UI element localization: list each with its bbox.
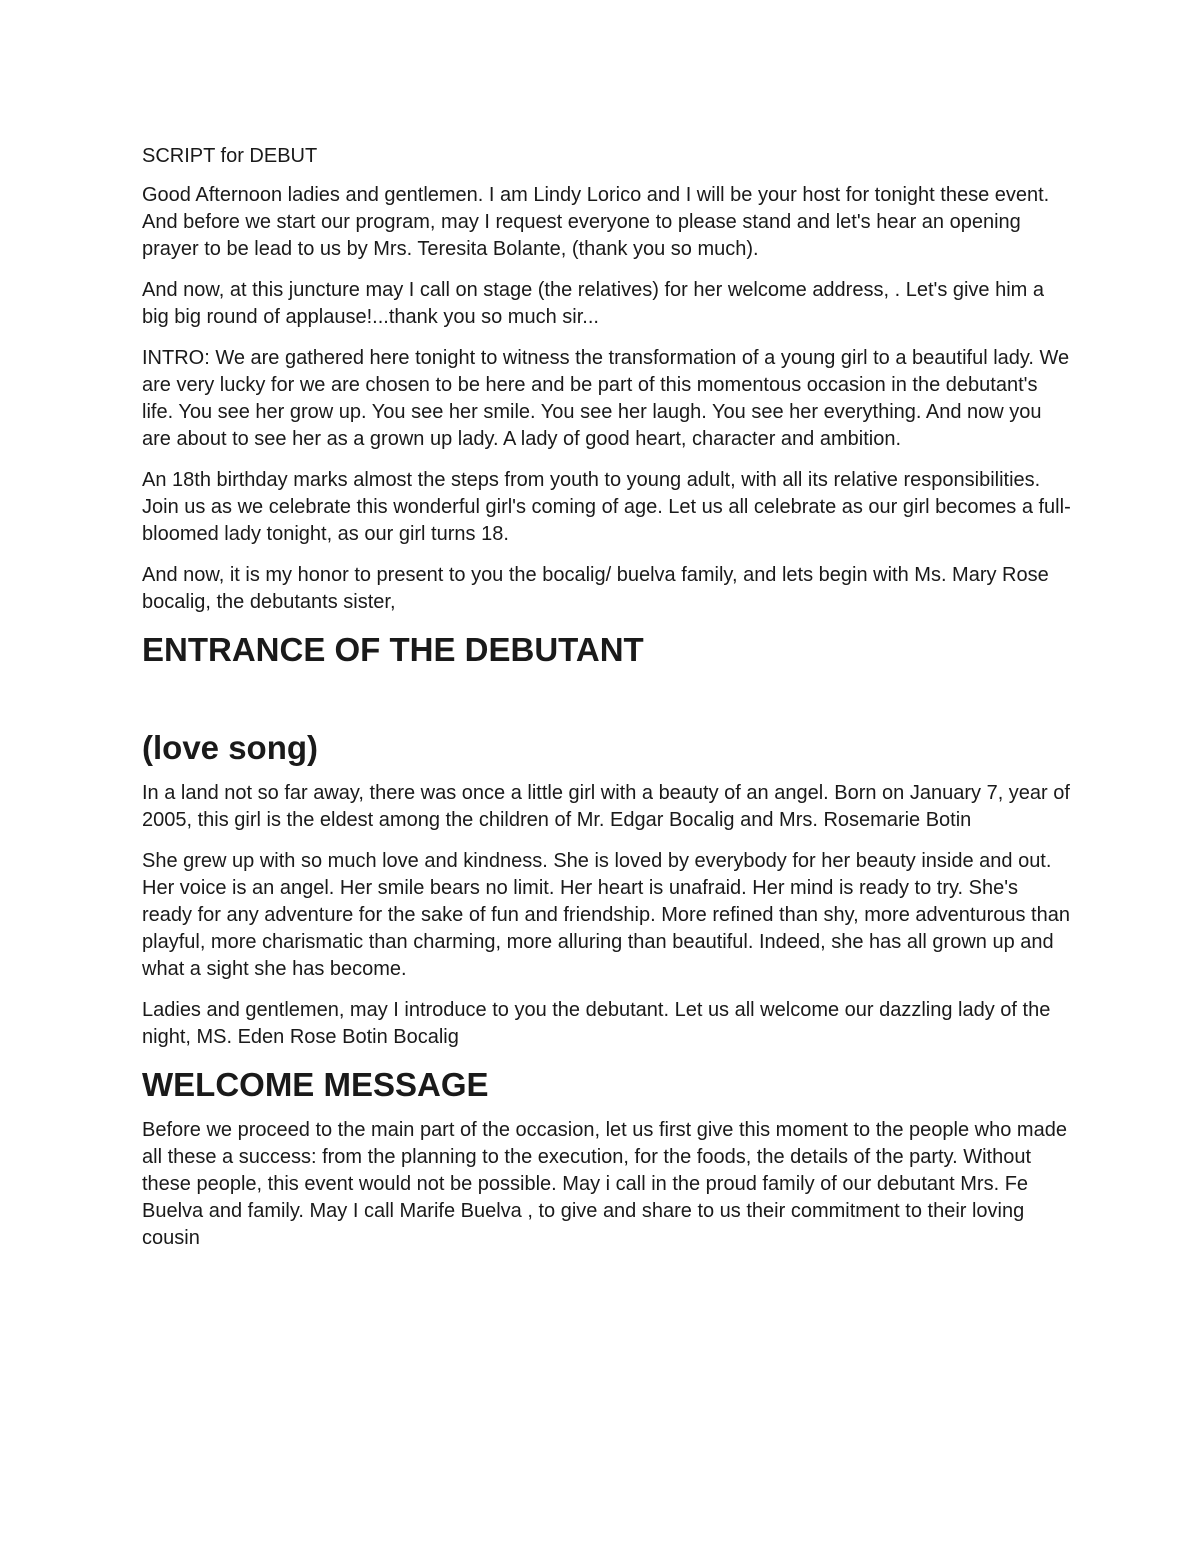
paragraph-introduce-debutant: Ladies and gentlemen, may I introduce to you the debutant. Let us all welcome our dazzling lady of the night, MS. Eden Rose Botin Bocalig: [142, 999, 1051, 1048]
heading-welcome-message: WELCOME MESSAGE: [142, 1066, 489, 1103]
paragraph-welcome-address: And now, at this juncture may I call on stage (the relatives) for her welcome address, . Let's give him a big big round of applause!...thank you so much sir...: [142, 279, 1045, 328]
paragraph-intro: INTRO: We are gathered here tonight to witness the transformation of a young girl to a beautiful lady. We are very lucky for we are chosen to be here and be part of this momentous occasion in the debutant's life. You see her grow up. You see her smile. You see her laugh. You see her everything. And now you are about to see her as a grown up lady. A lady of good heart, character and ambition.: [142, 347, 1070, 450]
paragraph-family-presentation: And now, it is my honor to present to you the bocalig/ buelva family, and lets begin with Ms. Mary Rose bocalig, the debutants sister,: [142, 564, 1049, 613]
heading-love-song: (love song): [142, 729, 319, 766]
paragraph-birth-story: In a land not so far away, there was once a little girl with a beauty of an angel. Born on January 7, year of 2005, this girl is the eldest among the children of Mr. Edgar Bocalig and Mrs. Rosemarie Botin: [142, 782, 1070, 831]
paragraph-welcome-message: Before we proceed to the main part of the occasion, let us first give this moment to the people who made all these a success: from the planning to the execution, for the foods, the details of the party. Without these people, this event would not be possible. May i call in the proud family of our debutant Mrs. Fe Buelva and family. May I call Marife Buelva , to give and share to us their commitment to their loving cousin: [142, 1119, 1067, 1249]
document-body: [142, 143, 1072, 1266]
paragraph-18th-birthday: An 18th birthday marks almost the steps from youth to young adult, with all its relative responsibilities. Join us as we celebrate this wonderful girl's coming of age. Let us all celebrate as our girl becomes a full-bloomed lady tonight, as our girl turns 18.: [142, 469, 1071, 545]
paragraph-opening: Good Afternoon ladies and gentlemen. I am Lindy Lorico and I will be your host for tonight these event. And before we start our program, may I request everyone to please stand and let's hear an opening prayer to be lead to us by Mrs. Teresita Bolante, (thank you so much).: [142, 184, 1050, 260]
document-title: SCRIPT for DEBUT: [142, 145, 318, 167]
paragraph-grew-up: She grew up with so much love and kindness. She is loved by everybody for her beauty inside and out. Her voice is an angel. Her smile bears no limit. Her heart is unafraid. Her mind is ready to try. She's ready for any adventure for the sake of fun and friendship. More refined than shy, more adventurous than playful, more charismatic than charming, more alluring than beautiful. Indeed, she has all grown up and what a sight she has become.: [142, 850, 1070, 980]
heading-entrance-of-debutant: ENTRANCE OF THE DEBUTANT: [142, 631, 644, 668]
